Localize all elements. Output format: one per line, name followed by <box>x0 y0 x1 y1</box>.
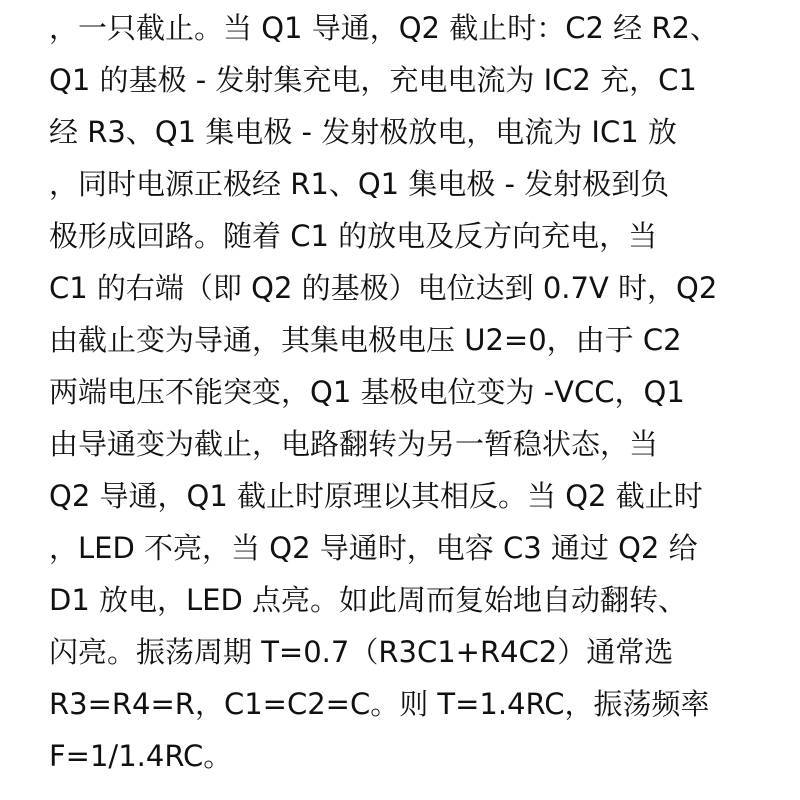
text-line-15: F=1/1.4RC。 <box>49 739 233 773</box>
text-line-11: ，LED 不亮，当 Q2 导通时，电容 C3 通过 Q2 给 <box>49 531 698 565</box>
text-line-12: D1 放电，LED 点亮。如此周而复始地自动翻转、 <box>49 583 688 617</box>
text-line-10: Q2 导通，Q1 截止时原理以其相反。当 Q2 截止时 <box>49 479 703 513</box>
text-line-5: 极形成回路。随着 C1 的放电及反方向充电，当 <box>49 219 658 253</box>
text-line-14: R3=R4=R，C1=C2=C。则 T=1.4RC，振荡频率 <box>49 687 710 721</box>
text-line-13: 闪亮。振荡周期 T=0.7（R3C1+R4C2）通常选 <box>49 635 674 669</box>
text-line-1: ，一只截止。当 Q1 导通，Q2 截止时：C2 经 R2、 <box>49 11 719 45</box>
text-line-6: C1 的右端（即 Q2 的基极）电位达到 0.7V 时，Q2 <box>49 271 718 305</box>
text-line-8: 两端电压不能突变，Q1 基极电位变为 -VCC，Q1 <box>49 375 685 409</box>
paragraph-body <box>49 2 779 782</box>
text-line-4: ，同时电源正极经 R1、Q1 集电极 - 发射极到负 <box>49 167 670 201</box>
text-line-9: 由导通变为截止，电路翻转为另一暂稳状态，当 <box>49 427 659 461</box>
text-line-3: 经 R3、Q1 集电极 - 发射极放电，电流为 IC1 放 <box>49 115 677 149</box>
text-line-7: 由截止变为导通，其集电极电压 U2=0，由于 C2 <box>49 323 682 357</box>
text-line-2: Q1 的基极 - 发射集充电，充电电流为 IC2 充，C1 <box>49 63 697 97</box>
